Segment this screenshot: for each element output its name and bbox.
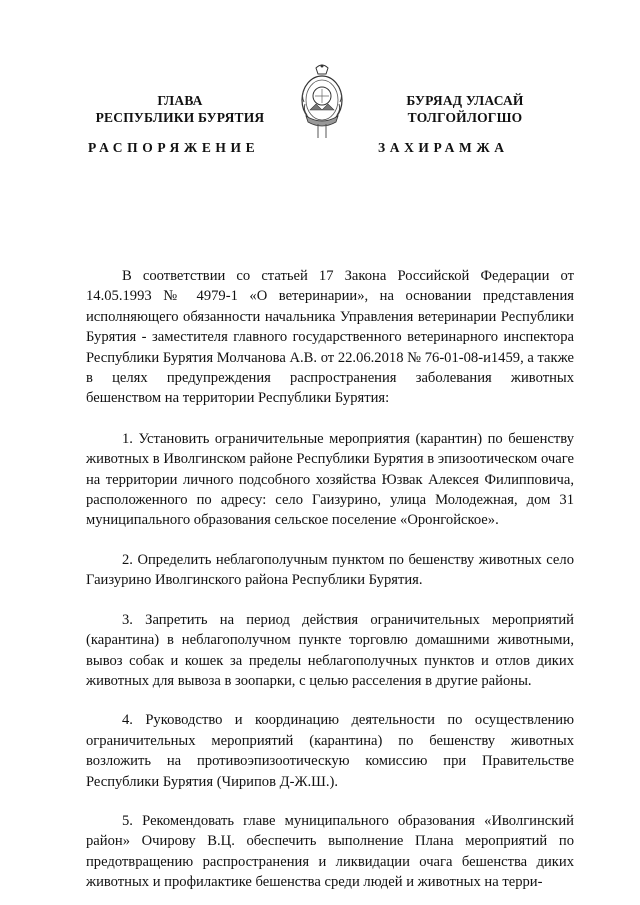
left-doctype: РАСПОРЯЖЕНИЕ	[88, 140, 260, 155]
right-doctype: ЗАХИРАМЖА	[378, 140, 509, 155]
item-paragraph-4: 4. Руководство и координацию деятельности по осуществлению ограничительных мероприятий (карантина) по бешенству животных возложить на противоэпизоотическую комиссию при Правительстве Республики Бурятия (Чирипов Д-Ж.Ш.).	[86, 712, 574, 790]
item-paragraph-2: 2. Определить неблагополучным пунктом по бешенству животных село Гаизурино Иволгинского района Республики Бурятия.	[86, 551, 574, 589]
left-title-line-1: ГЛАВА	[157, 93, 203, 108]
item-paragraph-1: 1. Установить ограничительные мероприятия (карантин) по бешенству животных в Иволгинском районе Республики Бурятия в эпизоотическом очаге на территории личного подсобного хозяйства Юзвак Алексея Филипповича, расположенного по адресу: село Гаизурино, улица Молодежная, дом 31 муниципального образования сельское поселение «Оронгойское».	[86, 430, 574, 529]
left-header	[82, 92, 278, 126]
emblem-icon	[298, 60, 346, 150]
item-paragraph-5: 5. Рекомендовать главе муниципального образования «Иволгинский район» Очирову В.Ц. обеспечить выполнение Плана мероприятий по предотвращению распространения и ликвидации очага бешенства диких животных и профилактике бешенства среди людей и животных на терри-	[86, 812, 574, 891]
right-header	[375, 92, 555, 126]
document-body	[86, 266, 574, 893]
item-paragraph-3: 3. Запретить на период действия ограничительных мероприятий (карантина) в неблагополучном пункте торговлю домашними животными, вывоз собак и кошек за пределы неблагополучных пунктов и отлов диких животных для вывоза в зоопарки, с целью расселения в другие районы.	[86, 611, 574, 689]
right-title-line-1: БУРЯАД УЛАСАЙ	[406, 93, 524, 108]
left-title-line-2: РЕСПУБЛИКИ БУРЯТИЯ	[95, 110, 265, 125]
right-title-line-2: ТОЛГОЙЛОГШО	[407, 110, 523, 125]
intro-paragraph: В соответствии со статьей 17 Закона Российской Федерации от 14.05.1993 № 4979-1 «О ветеринарии», на основании представления исполняющего обязанности начальника Управления ветеринарии Республики Бурятия - заместителя главного государственного ветеринарного инспектора Республики Бурятия Молчанова А.В. от 22.06.2018 № 76-01-08-и1459, а также в целях предупреждения распространения заболевания животных бешенством на территории Республики Бурятия:	[86, 268, 574, 407]
